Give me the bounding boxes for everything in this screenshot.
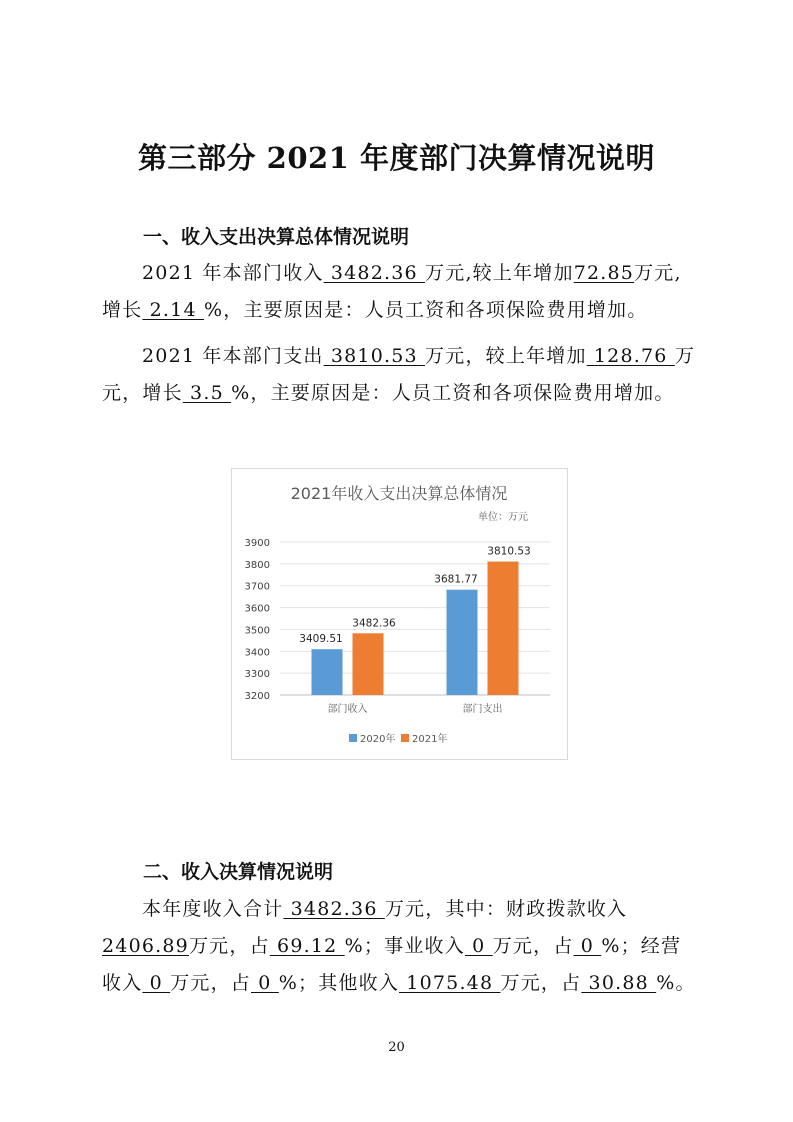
bar [447, 590, 478, 695]
chart-y-axis [245, 538, 270, 702]
y-tick-label: 3600 [244, 603, 270, 615]
data-label: 3409.51 [299, 633, 343, 646]
other-income-pct: 30.88 [581, 972, 657, 994]
operating-income-value: 0 [142, 972, 171, 994]
fiscal-income-value: 2406.89 [102, 935, 189, 957]
income-value: 3482.36 [323, 262, 426, 284]
y-tick-label: 3300 [244, 669, 270, 681]
text: %；其他收入 [278, 972, 400, 994]
chart-x-axis [328, 702, 503, 715]
x-category-label: 部门支出 [462, 704, 503, 715]
business-income-pct: 0 [573, 935, 602, 957]
text: 万元，其中：财政拨款收入 [384, 898, 628, 920]
other-income-value: 1075.48 [399, 972, 501, 994]
y-tick-label: 3200 [244, 691, 270, 702]
text: 万元，占 [492, 935, 574, 957]
y-tick-label: 3800 [244, 559, 270, 571]
chart-frame [231, 468, 568, 760]
y-tick-label: 3900 [244, 538, 270, 549]
expense-increase-value: 128.76 [586, 345, 675, 367]
fiscal-income-pct: 69.12 [269, 935, 345, 957]
data-label: 3810.53 [487, 545, 531, 558]
y-tick-label: 3500 [244, 625, 270, 637]
chart-legend [349, 732, 447, 745]
page-title: 第三部分 2021 年度部门决算情况说明 [138, 141, 655, 175]
text: %，主要原因是：人员工资和各项保险费用增加。 [204, 299, 648, 321]
text: 本年度收入合计 [142, 898, 284, 920]
operating-income-pct: 0 [251, 972, 279, 994]
text: 增长 [102, 299, 143, 321]
data-label: 3482.36 [352, 617, 396, 630]
bar [312, 649, 343, 695]
text: %。 [656, 972, 696, 994]
text: 元，增长 [102, 382, 183, 404]
total-income-value: 3482.36 [283, 898, 385, 920]
text: 万元, [634, 262, 682, 284]
section-heading-2: 二、收入决算情况说明 [143, 861, 334, 883]
y-tick-label: 3700 [244, 581, 270, 593]
text: 万 [674, 345, 696, 367]
bar-chart [232, 469, 567, 759]
legend-label: 2020年 [360, 734, 396, 745]
text: 万元,较上年增加 [425, 262, 574, 284]
text: 万元，占 [500, 972, 582, 994]
page-number: 20 [388, 1040, 405, 1055]
text: 2021 年本部门收入 [142, 262, 324, 284]
data-label: 3681.77 [434, 573, 478, 586]
section-heading-1: 一、收入支出决算总体情况说明 [143, 226, 410, 248]
legend-label: 2021年 [412, 734, 448, 745]
business-income-value: 0 [464, 935, 493, 957]
income-growth-rate: 2.14 [142, 299, 204, 321]
chart-unit-note: 单位：万元 [478, 512, 528, 523]
income-increase-value: 72.85 [573, 262, 635, 284]
legend-swatch [401, 734, 409, 742]
text: %，主要原因是：人员工资和各项保险费用增加。 [231, 382, 675, 404]
text: 万元，占 [170, 972, 251, 994]
x-category-label: 部门收入 [327, 704, 368, 715]
expense-growth-rate: 3.5 [182, 382, 232, 404]
text: %；事业收入 [344, 935, 465, 957]
text: %；经营 [601, 935, 682, 957]
legend-swatch [349, 734, 357, 742]
chart-bars [299, 546, 530, 695]
text: 万元，占 [188, 935, 270, 957]
y-tick-label: 3400 [244, 647, 270, 659]
text: 收入 [102, 972, 143, 994]
bar [353, 633, 384, 695]
text: 2021 年本部门支出 [142, 345, 324, 367]
bar [488, 562, 519, 695]
chart-title: 2021年收入支出决算总体情况 [290, 484, 508, 503]
expense-value: 3810.53 [323, 345, 426, 367]
text: 万元，较上年增加 [425, 345, 587, 367]
